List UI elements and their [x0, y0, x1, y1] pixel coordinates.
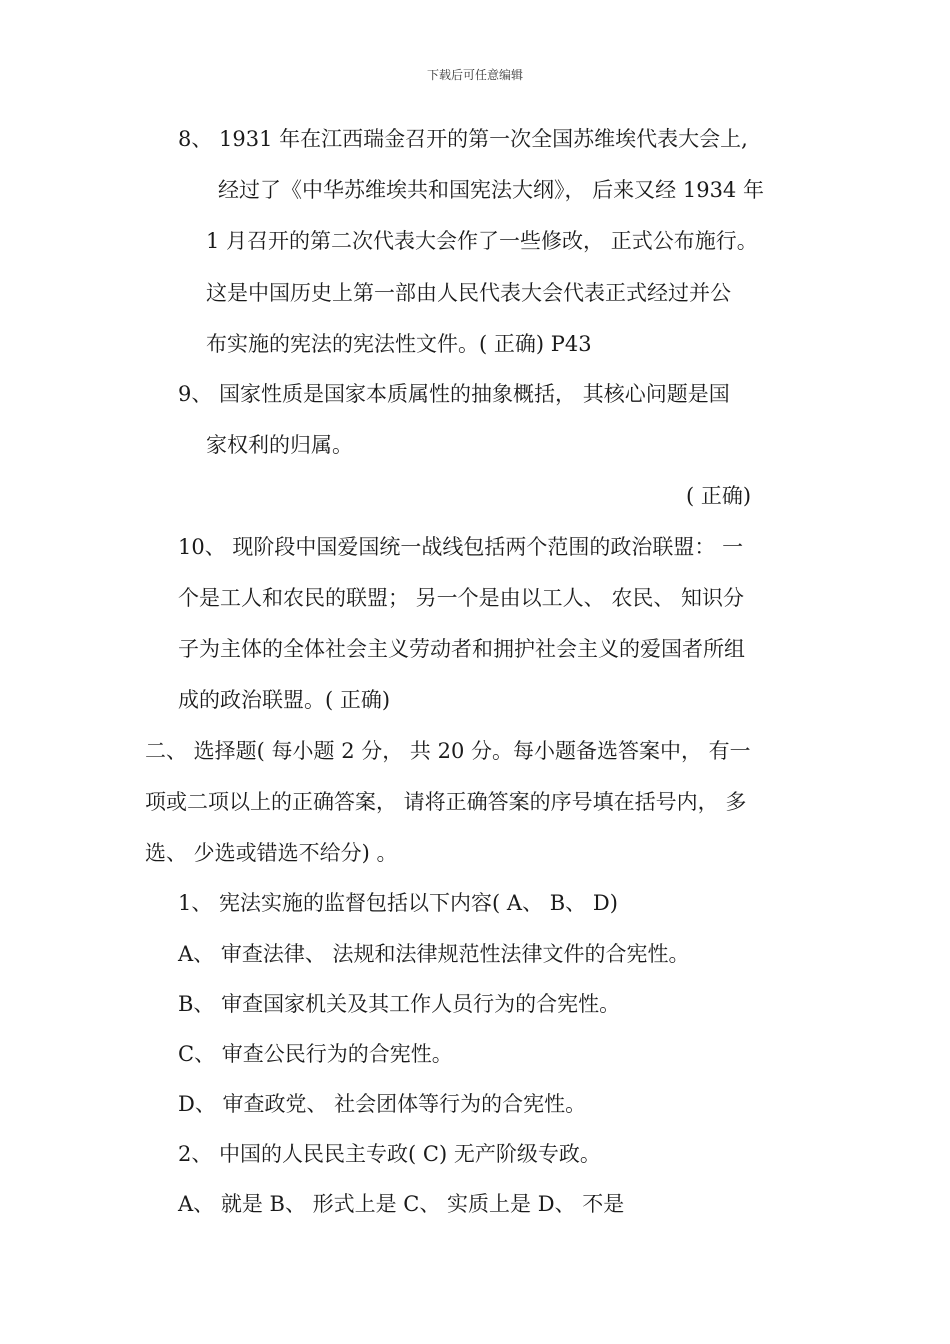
section-2-heading-line-2: 项或二项以上的正确答案， 请将正确答案的序号填在括号内， 多: [145, 790, 747, 814]
section-2-heading-line-1: 二、 选择题( 每小题 2 分， 共 20 分。每小题备选答案中， 有一: [145, 739, 751, 763]
item-8-line-2: 经过了《中华苏维埃共和国宪法大纲》， 后来又经 1934 年: [218, 178, 764, 202]
item-9-line-2: 家权利的归属。: [206, 433, 353, 457]
question-2: 2、 中国的人民民主专政( C) 无产阶级专政。: [178, 1142, 601, 1166]
item-8-line-5: 布实施的宪法的宪法性文件。( 正确) P43: [206, 332, 592, 356]
item-10-line-2: 个是工人和农民的联盟； 另一个是由以工人、 农民、 知识分: [178, 586, 745, 610]
item-8-line-3: 1 月召开的第二次代表大会作了一些修改， 正式公布施行。: [206, 229, 758, 253]
item-10-line-4: 成的政治联盟。( 正确): [178, 688, 391, 712]
question-1: 1、 宪法实施的监督包括以下内容( A、 B、 D): [178, 891, 618, 915]
page-header: 下载后可任意编辑: [426, 68, 523, 82]
item-10-line-3: 子为主体的全体社会主义劳动者和拥护社会主义的爱国者所组: [178, 637, 745, 661]
item-9-line-1: 9、 国家性质是国家本质属性的抽象概括， 其核心问题是国: [178, 382, 730, 406]
question-1-option-c: C、 审查公民行为的合宪性。: [178, 1042, 453, 1066]
item-8-line-4: 这是中国历史上第一部由人民代表大会代表正式经过并公: [206, 281, 731, 305]
section-2-heading-line-3: 选、 少选或错选不给分) 。: [145, 841, 398, 865]
item-10-line-1: 10、 现阶段中国爱国统一战线包括两个范围的政治联盟： 一: [178, 535, 744, 559]
item-9-answer: ( 正确): [686, 484, 752, 508]
question-1-option-a: A、 审查法律、 法规和法律规范性法律文件的合宪性。: [178, 942, 690, 966]
question-1-option-b: B、 审查国家机关及其工作人员行为的合宪性。: [178, 992, 621, 1016]
item-8-line-1: 8、 1931 年在江西瑞金召开的第一次全国苏维埃代表大会上,: [178, 127, 748, 151]
question-1-option-d: D、 审查政党、 社会团体等行为的合宪性。: [178, 1092, 587, 1116]
question-2-options: A、 就是 B、 形式上是 C、 实质上是 D、 不是: [178, 1192, 625, 1216]
